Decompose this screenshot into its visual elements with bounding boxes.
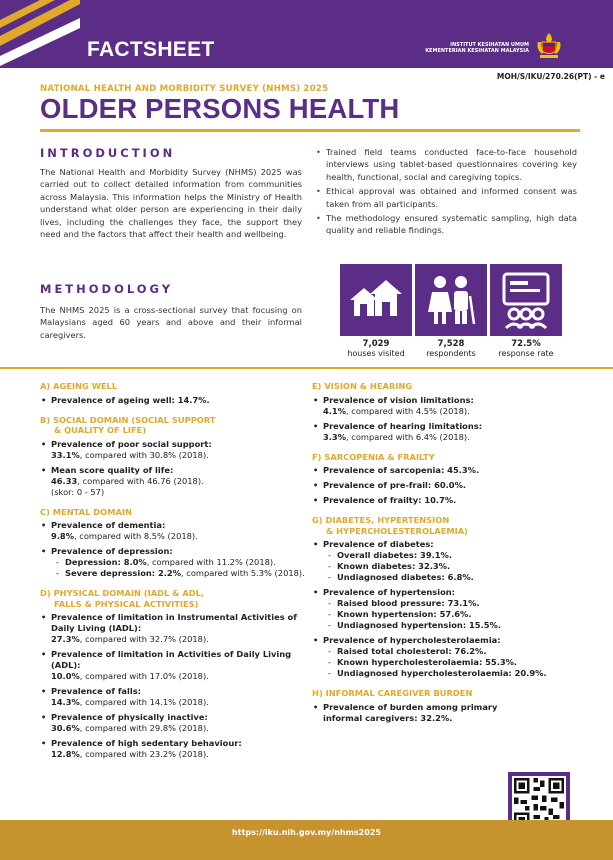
section-caregiver-burden bbox=[312, 688, 602, 724]
heading-line: B) SOCIAL DOMAIN (SOCIAL SUPPORT bbox=[40, 414, 216, 425]
section-heading: H) INFORMAL CAREGIVER BURDEN bbox=[312, 688, 473, 698]
stat-value: 7,029 bbox=[362, 339, 390, 349]
methodology-bullets bbox=[314, 146, 577, 239]
finding-value: Undiagnosed hypercholesterolaemia: 20.9%. bbox=[337, 668, 547, 678]
finding-label: Prevalence of diabetes: bbox=[323, 539, 434, 549]
list-item bbox=[312, 395, 602, 417]
section-mental-domain bbox=[40, 507, 305, 580]
finding-value: 14.3% bbox=[51, 697, 80, 707]
finding-value: Undiagnosed hypertension: 15.5%. bbox=[337, 620, 501, 630]
findings-left-column bbox=[40, 381, 305, 769]
section-sarcopenia-frailty bbox=[312, 452, 602, 507]
finding-value: 9.8% bbox=[51, 531, 75, 541]
list-item bbox=[40, 520, 305, 542]
finding-label: Prevalence of depression: bbox=[51, 546, 173, 556]
list-item bbox=[40, 738, 305, 760]
finding-label: Prevalence of vision limitations: bbox=[323, 394, 474, 405]
finding-comparison: , compared with 6.4% (2018). bbox=[346, 431, 470, 442]
institute-line1: INSTITUT KESIHATAN UMUM bbox=[450, 42, 529, 48]
sub-item bbox=[327, 620, 602, 631]
finding-value: Depression: 8.0% bbox=[65, 557, 147, 567]
stat-response-rate bbox=[481, 340, 571, 358]
sub-list bbox=[323, 550, 602, 583]
stat-value: 7,528 bbox=[437, 339, 465, 349]
finding-comparison: , compared with 14.1% (2018). bbox=[79, 697, 209, 707]
finding-value: 46.33 bbox=[51, 475, 78, 486]
list-item bbox=[40, 395, 305, 406]
finding-value: 27.3% bbox=[51, 634, 80, 644]
finding-value: Known hypercholesterolaemia: 55.3%. bbox=[337, 657, 518, 667]
list-item bbox=[40, 439, 305, 461]
list-item bbox=[312, 421, 602, 443]
finding-note: (skor: 0 - 57) bbox=[51, 486, 105, 497]
sub-list bbox=[323, 598, 602, 631]
list-item: • Ethical approval was obtained and informed consent was taken from all participants. bbox=[314, 185, 577, 210]
sub-item bbox=[327, 572, 602, 583]
decorative-stripes bbox=[0, 0, 80, 68]
section-heading bbox=[40, 415, 305, 436]
finding-comparison: , compared with 8.5% (2018). bbox=[74, 531, 198, 541]
institute-name bbox=[425, 42, 529, 55]
finding-label: Prevalence of limitation in Instrumental Activities of Daily Living (IADL): bbox=[51, 612, 297, 633]
sub-item bbox=[55, 557, 305, 568]
section-heading bbox=[312, 515, 602, 536]
list-item bbox=[312, 465, 602, 476]
list-item bbox=[312, 495, 602, 506]
finding-value: 10.0% bbox=[51, 671, 80, 681]
finding-value: 4.1% bbox=[323, 405, 347, 416]
factsheet-label: FACTSHEET bbox=[87, 38, 215, 61]
list-item bbox=[40, 612, 305, 645]
finding-label: Prevalence of hearing limitations: bbox=[323, 420, 483, 431]
finding-value: Known hypertension: 57.6%. bbox=[337, 609, 472, 619]
header-banner bbox=[0, 0, 613, 68]
list-item: • Trained field teams conducted face-to-face household interviews using tablet-based questionnaires covering key health, functional, social and caregiving topics. bbox=[314, 146, 577, 183]
footer-url-link[interactable]: https://iku.nih.gov.my/nhms2025 bbox=[232, 828, 381, 837]
title-divider bbox=[40, 129, 580, 132]
finding-text: Prevalence of burden among primary informal caregivers: 32.2%. bbox=[323, 701, 498, 723]
section-divider bbox=[0, 367, 613, 369]
section-heading bbox=[40, 588, 305, 609]
methodology-text: The NHMS 2025 is a cross-sectional survey that focusing on Malaysians aged 60 years and above and their informal caregivers. bbox=[40, 305, 302, 340]
stat-value: 72.5% bbox=[511, 339, 541, 349]
sub-item bbox=[327, 657, 602, 668]
finding-comparison: , compared with 5.3% (2018). bbox=[181, 568, 305, 578]
finding-comparison: , compared with 46.76 (2018). bbox=[77, 475, 204, 486]
section-heading: F) SARCOPENIA & FRAILTY bbox=[312, 451, 435, 462]
finding-comparison: , compared with 17.0% (2018). bbox=[79, 671, 209, 681]
findings-right-column bbox=[312, 381, 602, 733]
finding-comparison: , compared with 11.2% (2018). bbox=[146, 557, 276, 567]
finding-value: Raised total cholesterol: 76.2%. bbox=[337, 646, 487, 656]
houses-icon bbox=[340, 264, 412, 336]
list-item bbox=[312, 635, 602, 679]
heading-line: G) DIABETES, HYPERTENSION bbox=[312, 515, 450, 525]
finding-label: Prevalence of physically inactive: bbox=[51, 712, 208, 722]
page-title: OLDER PERSONS HEALTH bbox=[40, 93, 400, 124]
list-item bbox=[312, 539, 602, 583]
finding-label: Mean score quality of life: bbox=[51, 464, 174, 475]
finding-value: 12.8% bbox=[51, 749, 80, 759]
finding-label: Prevalence of dementia: bbox=[51, 520, 166, 530]
footer-bar bbox=[0, 820, 613, 860]
section-physical-domain bbox=[40, 588, 305, 760]
stat-label: houses visited bbox=[347, 349, 405, 358]
sub-item bbox=[327, 609, 602, 620]
list-item bbox=[312, 702, 502, 724]
survey-subtitle: NATIONAL HEALTH AND MORBIDITY SURVEY (NHMS) 2025 bbox=[40, 84, 329, 94]
survey-form-icon bbox=[490, 264, 562, 336]
list-item bbox=[312, 480, 602, 491]
sub-item bbox=[55, 568, 305, 579]
finding-label: Prevalence of high sedentary behaviour: bbox=[51, 738, 242, 748]
sub-item bbox=[327, 646, 602, 657]
section-heading: A) AGEING WELL bbox=[40, 381, 118, 391]
section-vision-hearing bbox=[312, 381, 602, 443]
finding-value: 3.3% bbox=[323, 431, 347, 442]
institute-line2: KEMENTERIAN KESIHATAN MALAYSIA bbox=[425, 48, 529, 55]
sub-item bbox=[327, 598, 602, 609]
sub-item bbox=[327, 561, 602, 572]
section-ageing-well bbox=[40, 381, 305, 406]
finding-label: Prevalence of hypertension: bbox=[323, 587, 455, 597]
sub-item bbox=[327, 550, 602, 561]
finding-text: Prevalence of frailty: 10.7%. bbox=[323, 495, 457, 505]
introduction-text: The National Health and Morbidity Survey (NHMS) 2025 was carried out to collect detailed information from communities across Malaysia. This information helps the Ministry of Health understand what older person are experiencing in their daily lives, including the challenges they face, the support they need and the factors that affect their health and wellbeing. bbox=[40, 167, 302, 240]
methodology-heading: METHODOLOGY bbox=[40, 282, 174, 296]
finding-comparison: , compared with 32.7% (2018). bbox=[79, 634, 209, 644]
finding-text: Prevalence of ageing well: 14.7%. bbox=[51, 394, 210, 405]
finding-label: Prevalence of falls: bbox=[51, 686, 141, 696]
finding-label: Prevalence of poor social support: bbox=[51, 438, 212, 449]
coat-of-arms-icon bbox=[533, 30, 565, 62]
finding-comparison: , compared with 29.8% (2018). bbox=[79, 723, 209, 733]
section-social-domain bbox=[40, 415, 305, 498]
finding-value: Severe depression: 2.2% bbox=[65, 568, 182, 578]
heading-line: FALLS & PHYSICAL ACTIVITIES) bbox=[54, 598, 199, 609]
finding-comparison: , compared with 4.5% (2018). bbox=[346, 405, 470, 416]
finding-comparison: , compared with 23.2% (2018). bbox=[79, 749, 209, 759]
finding-label: Prevalence of limitation in Activities of Daily Living (ADL): bbox=[51, 649, 292, 670]
stat-label: respondents bbox=[426, 349, 476, 358]
list-item bbox=[40, 686, 305, 708]
list-item bbox=[40, 465, 305, 498]
finding-value: 33.1% bbox=[51, 449, 80, 460]
section-heading: C) MENTAL DOMAIN bbox=[40, 506, 132, 517]
finding-text: Prevalence of sarcopenia: 45.3%. bbox=[323, 465, 480, 475]
sub-item bbox=[327, 668, 602, 679]
section-heading: E) VISION & HEARING bbox=[312, 381, 413, 391]
finding-value: Undiagnosed diabetes: 6.8%. bbox=[337, 572, 474, 582]
heading-line: & QUALITY OF LIFE) bbox=[54, 425, 147, 435]
sub-list bbox=[51, 557, 305, 579]
finding-label: Prevalence of hypercholesterolaemia: bbox=[323, 635, 501, 645]
list-item bbox=[40, 712, 305, 734]
stat-label: response rate bbox=[498, 349, 554, 358]
introduction-heading: INTRODUCTION bbox=[40, 146, 176, 160]
finding-value: Overall diabetes: 39.1%. bbox=[337, 550, 452, 560]
finding-value: Known diabetes: 32.3%. bbox=[337, 561, 451, 571]
finding-value: Raised blood pressure: 73.1%. bbox=[337, 598, 480, 608]
list-item bbox=[40, 546, 305, 579]
document-code: MOH/S/IKU/270.26(PT) - e bbox=[496, 72, 605, 81]
list-item bbox=[312, 587, 602, 631]
heading-line: & HYPERCHOLESTEROLAEMIA) bbox=[326, 525, 468, 536]
list-item: • The methodology ensured systematic sampling, high data quality and reliable findings. bbox=[314, 212, 577, 237]
elderly-couple-icon bbox=[415, 264, 487, 336]
finding-comparison: , compared with 30.8% (2018). bbox=[79, 449, 209, 460]
finding-value: 30.6% bbox=[51, 723, 80, 733]
heading-line: D) PHYSICAL DOMAIN (IADL & ADL, bbox=[40, 588, 205, 598]
list-item bbox=[40, 649, 305, 682]
sub-list bbox=[323, 646, 602, 679]
finding-text: Prevalence of pre-frail: 60.0%. bbox=[323, 480, 467, 490]
section-diabetes-hypertension bbox=[312, 515, 602, 679]
